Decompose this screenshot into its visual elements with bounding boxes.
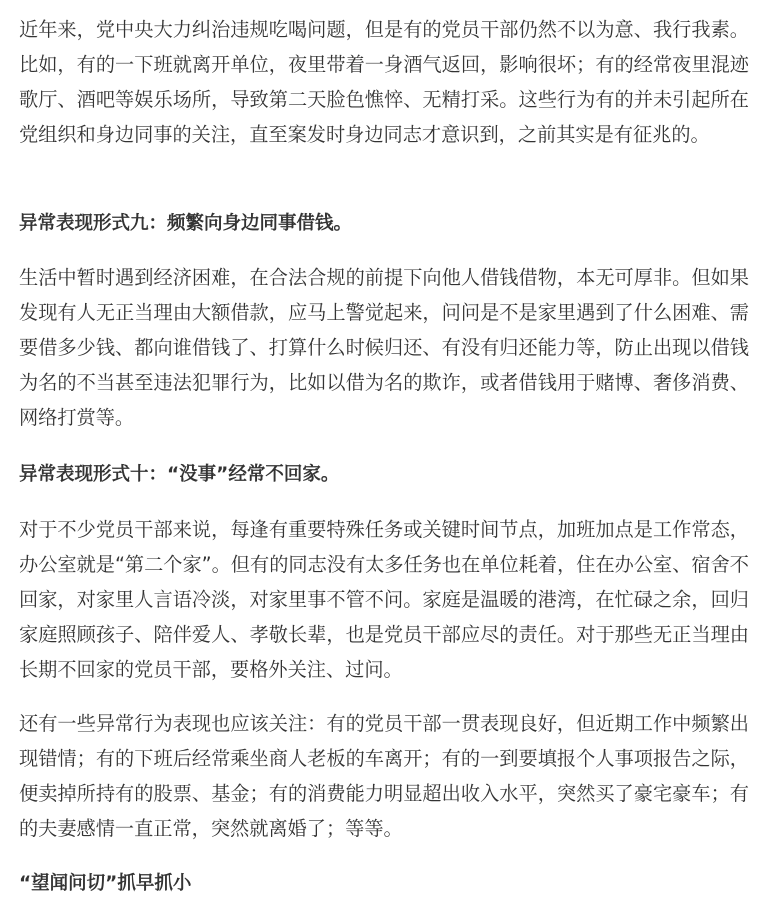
paragraph-other-behaviors: 还有一些异常行为表现也应该关注：有的党员干部一贯表现良好，但近期工作中频繁出现错情；有的下班后经常乘坐商人老板的车离开；有的一到要填报个人事项报告之际，便卖掉所持有的股票、基金；有的消费能力明显超出收入水平，突然买了豪宅豪车；有的夫妻感情一直正常，突然就离婚了；等等。 (19, 712, 749, 840)
heading-early-detection: “望闻问切”抓早抓小 (19, 873, 192, 894)
paragraph-drinking: 近年来，党中央大力纠治违规吃喝问题，但是有的党员干部仍然不以为意、我行我素。比如，有的一下班就离开单位，夜里带着一身酒气返回，影响很坏；有的经常夜里混迹歌厅、酒吧等娱乐场所，导致第二天脸色憔悴、无精打采。这些行为有的并未引起所在党组织和身边同事的关注，直至案发时身边同志才意识到，之前其实是有征兆的。 (19, 18, 749, 146)
paragraph-not-going-home: 对于不少党员干部来说，每逢有重要特殊任务或关键时间节点，加班加点是工作常态，办公室就是“第二个家”。但有的同志没有太多任务也在单位耗着，住在办公室、宿舍不回家，对家里人言语冷淡，对家里事不管不问。家庭是温暖的港湾，在忙碌之余，回归家庭照顾孩子、陪伴爱人、孝敬长辈，也是党员干部应尽的责任。对于那些无正当理由长期不回家的党员干部，要格外关注、过问。 (19, 518, 749, 681)
paragraph-borrowing: 生活中暂时遇到经济困难，在合法合规的前提下向他人借钱借物，本无可厚非。但如果发现有人无正当理由大额借款，应马上警觉起来，问问是不是家里遇到了什么困难、需要借多少钱、都向谁借钱了、打算什么时候归还、有没有归还能力等，防止出现以借钱为名的不当甚至违法犯罪行为，比如以借为名的欺诈，或者借钱用于赌博、奢侈消费、网络打赏等。 (19, 266, 749, 429)
heading-form-nine: 异常表现形式九：频繁向身边同事借钱。 (19, 213, 353, 234)
heading-form-ten: 异常表现形式十：“没事”经常不回家。 (19, 464, 340, 485)
